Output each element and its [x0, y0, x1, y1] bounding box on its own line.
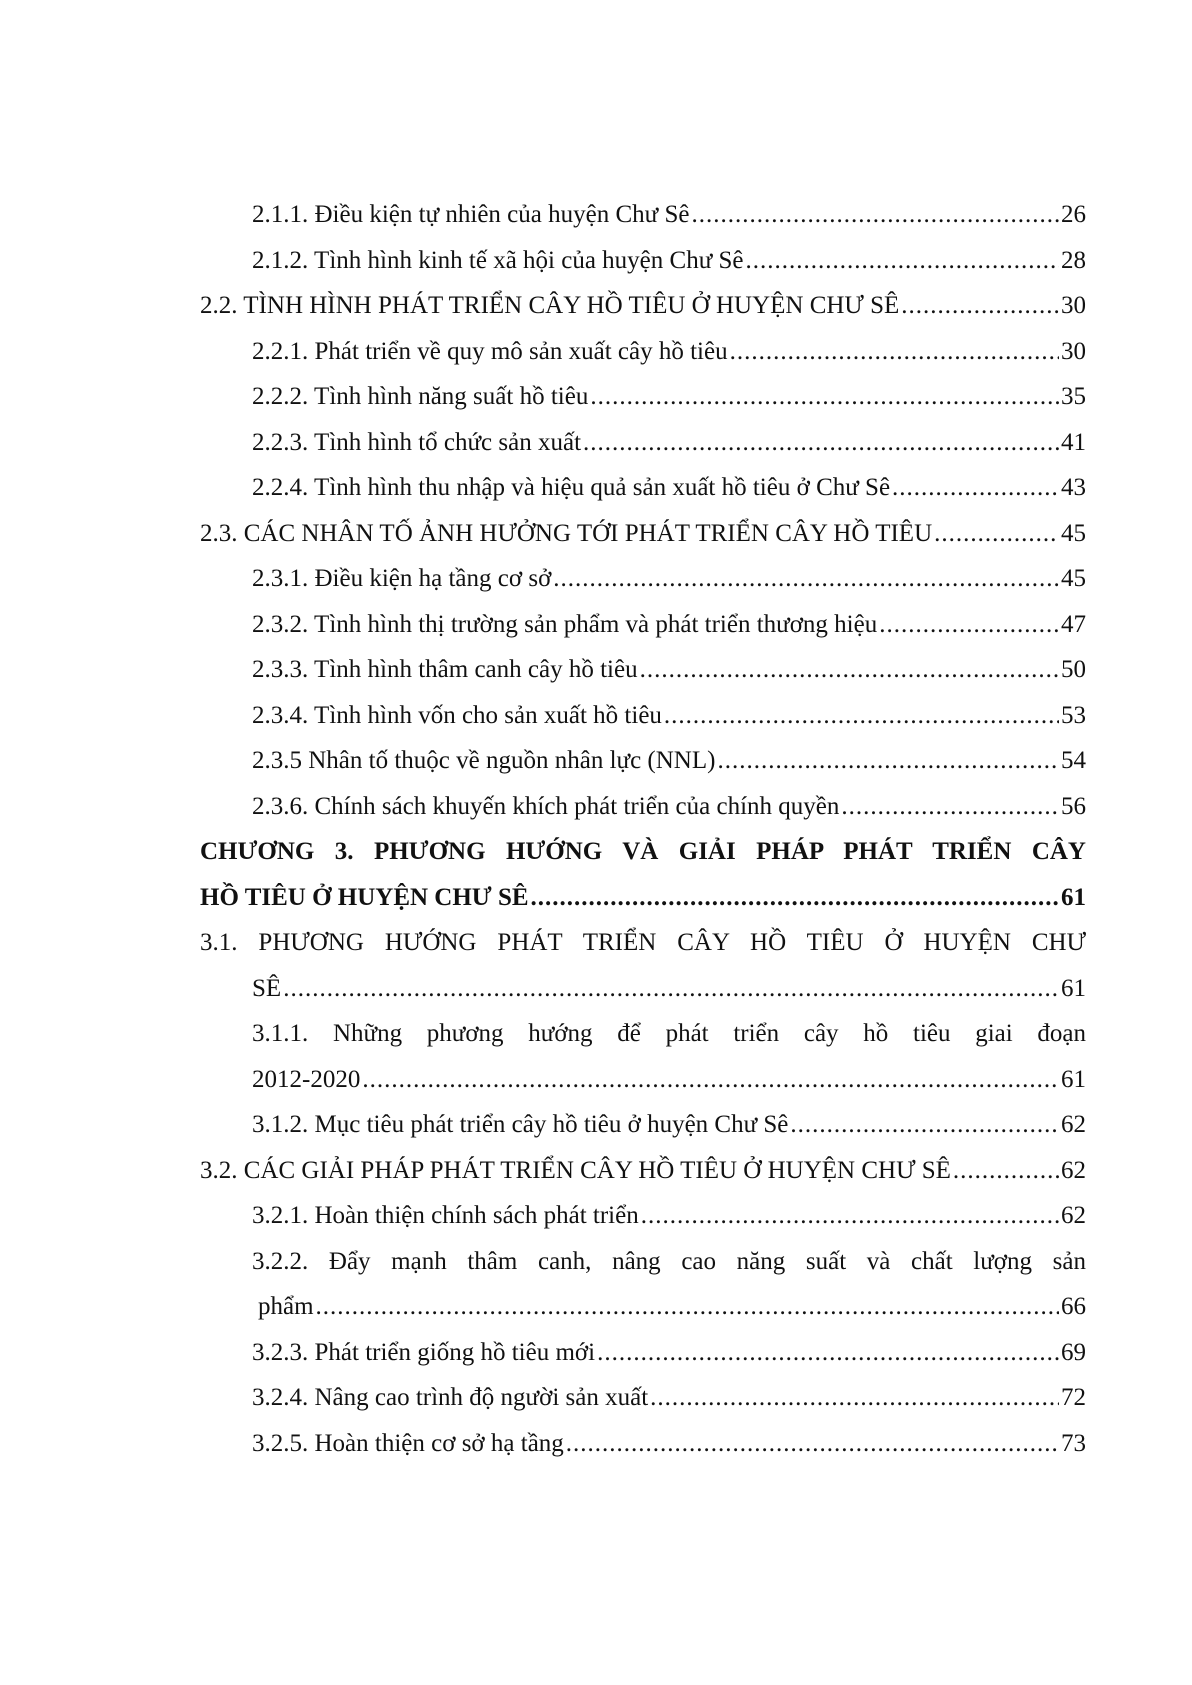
toc-dot-leader [583, 420, 1059, 466]
toc-entry-title: 2.3. CÁC NHÂN TỐ ẢNH HƯỞNG TỚI PHÁT TRIỂN CÂY HỒ TIÊU [200, 519, 933, 547]
toc-entry-title: 2.3.3. Tình hình thâm canh cây hồ tiêu [252, 656, 638, 683]
toc-entry-title: 3.2.3. Phát triển giống hồ tiêu mới [252, 1338, 596, 1366]
toc-page-number: 73 [1061, 1429, 1086, 1457]
toc-page-number: 72 [1061, 1384, 1086, 1411]
toc-dot-leader [746, 238, 1059, 284]
toc-entry-title: 2.2.2. Tình hình năng suất hồ tiêu [252, 383, 589, 410]
toc-page-number: 35 [1061, 383, 1086, 410]
toc-entry-title: 2.3.4. Tình hình vốn cho sản xuất hồ tiêu [252, 701, 662, 729]
toc-entry-title-continued: SÊ [252, 974, 282, 1002]
toc-page-number: 69 [1061, 1338, 1086, 1366]
toc-dot-leader [650, 1375, 1059, 1421]
toc-entry-title: 3.2.2. Đẩy mạnh thâm canh, nâng cao năng suất và chất lượng sản [252, 1247, 1086, 1275]
toc-entry [200, 1239, 1086, 1330]
toc-entry-title: 3.1.1. Những phương hướng để phát triển cây hồ tiêu giai đoạn [252, 1020, 1086, 1047]
toc-entry [200, 647, 1086, 693]
toc-dot-leader [641, 1193, 1059, 1239]
toc-page-number: 66 [1061, 1293, 1086, 1320]
toc-dot-leader [640, 647, 1059, 693]
toc-page-number: 28 [1061, 246, 1086, 274]
toc-dot-leader [590, 374, 1059, 420]
toc-page-number: 61 [1061, 974, 1086, 1002]
toc-entry-title: 3.1. PHƯƠNG HƯỚNG PHÁT TRIỂN CÂY HỒ TIÊU Ở HUYỆN CHƯ [200, 929, 1086, 956]
toc-entry-title: 2.1.1. Điều kiện tự nhiên của huyện Chư Sê [252, 201, 690, 228]
toc-entry-title: 2.2.3. Tình hình tổ chức sản xuất [252, 428, 582, 456]
toc-entry [200, 192, 1086, 238]
toc-page-number: 61 [1061, 883, 1086, 911]
toc-entry [200, 1148, 1086, 1194]
toc-dot-leader [664, 693, 1059, 739]
toc-entry [200, 511, 1086, 557]
toc-page-number: 62 [1061, 1202, 1086, 1229]
toc-entry [200, 1421, 1086, 1467]
toc-entry-title-continued: phẩm [258, 1293, 314, 1320]
table-of-contents [200, 192, 1086, 1466]
toc-entry-title: 3.2.5. Hoàn thiện cơ sở hạ tầng [252, 1429, 564, 1457]
toc-page-number: 62 [1061, 1111, 1086, 1138]
toc-dot-leader [691, 192, 1059, 238]
toc-entry [200, 784, 1086, 830]
toc-entry [200, 1330, 1086, 1376]
toc-entry-title: 2.3.5 Nhân tố thuộc về nguồn nhân lực (NNL) [252, 747, 716, 774]
toc-entry-title: 2.2.4. Tình hình thu nhập và hiệu quả sản xuất hồ tiêu ở Chư Sê [252, 474, 891, 501]
toc-entry [200, 556, 1086, 602]
toc-entry [200, 1193, 1086, 1239]
toc-entry-title: CHƯƠNG 3. PHƯƠNG HƯỚNG VÀ GIẢI PHÁP PHÁT TRIỂN CÂY [200, 838, 1086, 865]
toc-page-number: 54 [1061, 747, 1086, 774]
toc-dot-leader [953, 1148, 1059, 1194]
toc-page-number: 53 [1061, 701, 1086, 729]
toc-page-number: 26 [1061, 201, 1086, 228]
toc-entry-title: 2.2.1. Phát triển về quy mô sản xuất cây hồ tiêu [252, 337, 728, 365]
toc-entry-title: 3.2.1. Hoàn thiện chính sách phát triển [252, 1202, 639, 1229]
toc-entry [200, 420, 1086, 466]
toc-dot-leader [597, 1330, 1059, 1376]
toc-dot-leader [730, 329, 1059, 375]
toc-page-number: 61 [1061, 1065, 1086, 1093]
toc-entry-title: 3.1.2. Mục tiêu phát triển cây hồ tiêu ở huyện Chư Sê [252, 1111, 789, 1138]
toc-entry [200, 465, 1086, 511]
toc-page-number: 30 [1061, 337, 1086, 365]
toc-page-number: 47 [1061, 610, 1086, 638]
toc-dot-leader [362, 1057, 1059, 1103]
toc-entry [200, 602, 1086, 648]
toc-entry [200, 283, 1086, 329]
toc-page-number: 62 [1061, 1156, 1086, 1184]
toc-entry [200, 1011, 1086, 1102]
toc-entry [200, 1375, 1086, 1421]
toc-dot-leader [841, 784, 1059, 830]
toc-entry-title-continued: HỒ TIÊU Ở HUYỆN CHƯ SÊ [200, 883, 529, 911]
toc-entry [200, 329, 1086, 375]
toc-entry-title: 2.1.2. Tình hình kinh tế xã hội của huyện Chư Sê [252, 246, 744, 274]
toc-page-number: 45 [1061, 565, 1086, 592]
toc-entry-title: 2.3.2. Tình hình thị trường sản phẩm và phát triển thương hiệu [252, 610, 878, 638]
toc-page-number: 50 [1061, 656, 1086, 683]
toc-page-number: 30 [1061, 292, 1086, 319]
toc-entry [200, 374, 1086, 420]
toc-entry [200, 238, 1086, 284]
toc-entry-title: 3.2. CÁC GIẢI PHÁP PHÁT TRIỂN CÂY HỒ TIÊU Ở HUYỆN CHƯ SÊ [200, 1156, 951, 1184]
toc-dot-leader [934, 511, 1059, 557]
toc-entry [200, 1102, 1086, 1148]
toc-dot-leader [879, 602, 1059, 648]
toc-entry-title: 2.3.1. Điều kiện hạ tầng cơ sở [252, 565, 552, 592]
toc-entry [200, 920, 1086, 1011]
toc-dot-leader [553, 556, 1059, 602]
toc-dot-leader [531, 875, 1059, 921]
toc-dot-leader [316, 1284, 1059, 1330]
toc-entry-title: 2.2. TÌNH HÌNH PHÁT TRIỂN CÂY HỒ TIÊU Ở HUYỆN CHƯ SÊ [200, 292, 900, 319]
toc-page-number: 43 [1061, 474, 1086, 501]
toc-entry [200, 738, 1086, 784]
toc-dot-leader [566, 1421, 1059, 1467]
toc-dot-leader [892, 465, 1059, 511]
toc-dot-leader [717, 738, 1059, 784]
toc-entry-title: 2.3.6. Chính sách khuyến khích phát triển của chính quyền [252, 792, 840, 820]
toc-entry-title-continued: 2012-2020 [252, 1065, 361, 1093]
toc-page-number: 45 [1061, 519, 1086, 547]
toc-dot-leader [283, 966, 1059, 1012]
toc-entry [200, 693, 1086, 739]
toc-page-number: 41 [1061, 428, 1086, 456]
toc-dot-leader [901, 283, 1059, 329]
toc-page-number: 56 [1061, 792, 1086, 820]
toc-entry-title: 3.2.4. Nâng cao trình độ người sản xuất [252, 1384, 649, 1411]
toc-chapter-entry [200, 829, 1086, 920]
toc-dot-leader [790, 1102, 1059, 1148]
